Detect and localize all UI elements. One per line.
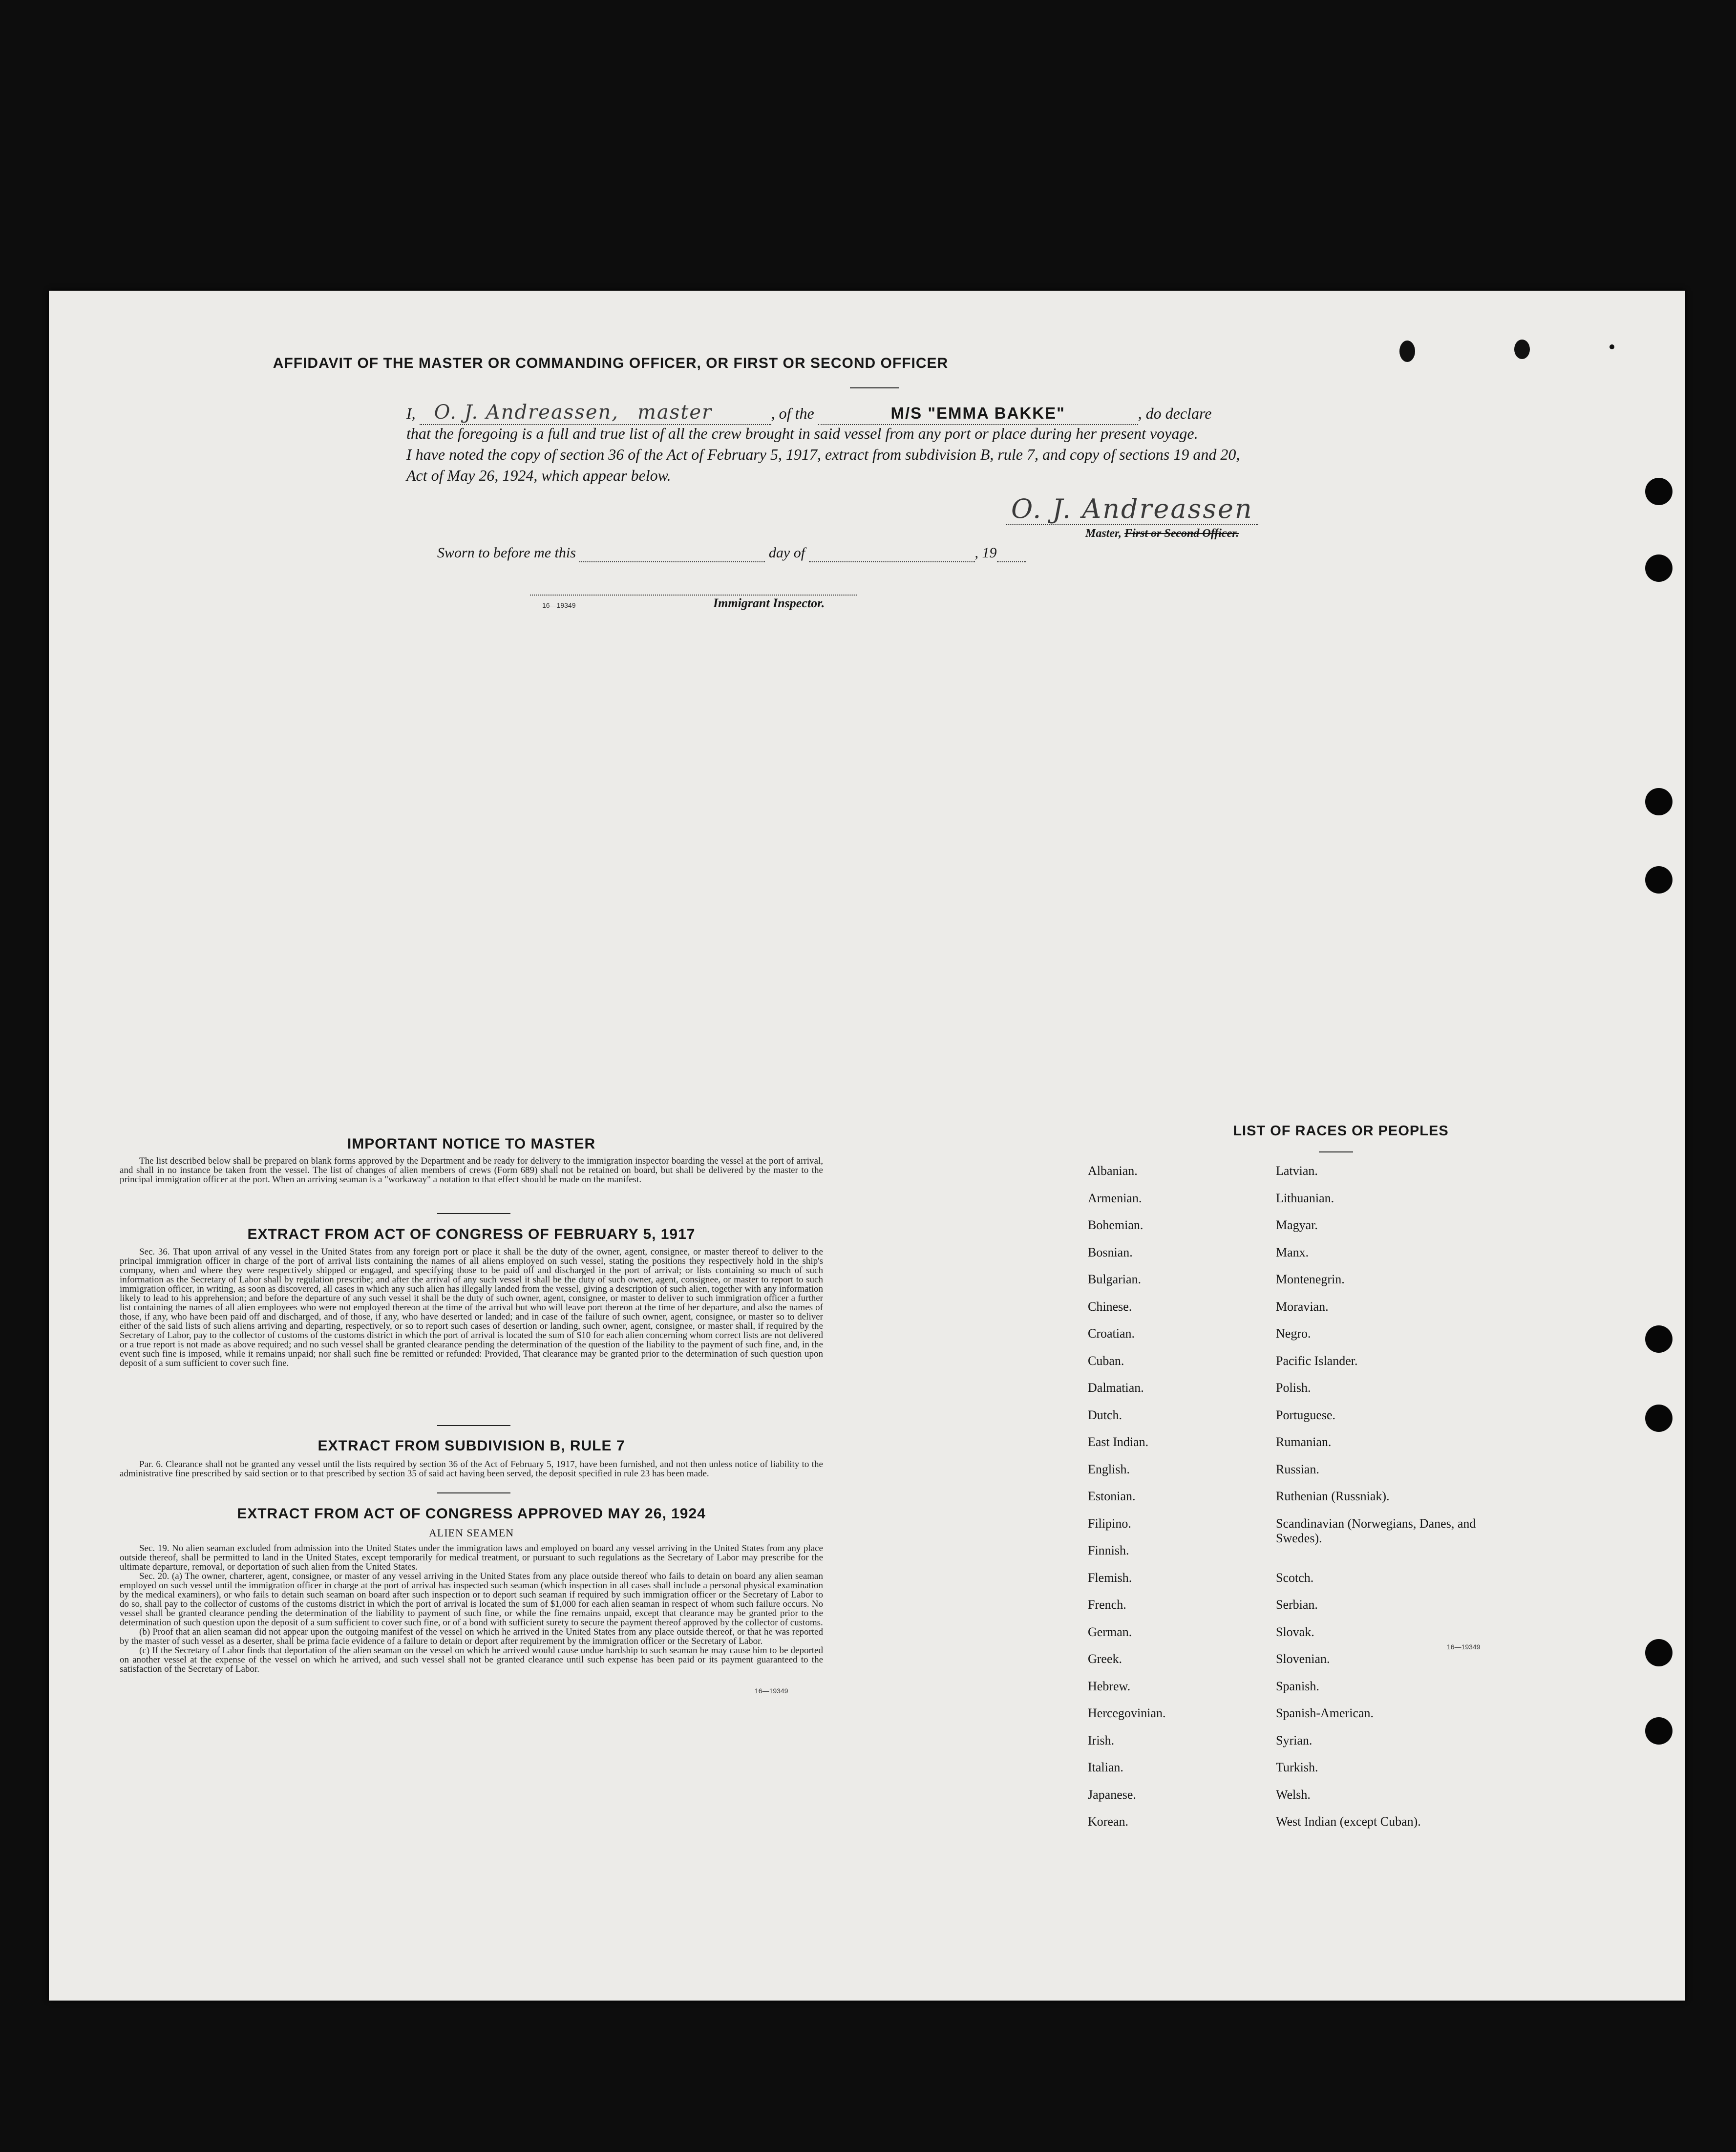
- race-item: Montenegrin.: [1276, 1272, 1345, 1286]
- act-1917-title: EXTRACT FROM ACT OF CONGRESS OF FEBRUARY 5, 1917: [247, 1226, 696, 1242]
- race-item: Croatian.: [1088, 1326, 1135, 1341]
- race-item: Polish.: [1276, 1381, 1311, 1395]
- race-item: West Indian (except Cuban).: [1276, 1814, 1421, 1829]
- punch-hole: [1645, 554, 1672, 582]
- punch-hole: [1645, 866, 1672, 894]
- act-1924-sec-20c: (c) If the Secretary of Labor finds that deportation of the alien seaman on the vessel on which he arrived would cause undue hardship to such seaman he may cause him to be deported on another vessel at the expense of the vessel on which he arrived, and such vessel shall not be granted clearance until such expense has been paid or its payment guaranteed to the satisfaction of the Secretary of Labor.: [120, 1645, 823, 1674]
- race-item: Japanese.: [1088, 1787, 1136, 1802]
- act-1924-sec-20a: Sec. 20. (a) The owner, charterer, agent, consignee, or master of any vessel arriving in the United States from any place outside thereof who fails to detain on board any alien seaman employed on such vessel until the immigration officer in charge at the port of arrival has inspected such seaman (which inspection in all cases shall include a personal physical examination by the medical examiners), or who fails to detain such seaman on board after such inspection or to deport such seaman if required by such immigration officer or the Secretary of Labor to do so, shall pay to the collector of customs of the customs district in which the port of arrival is located the sum of $1,000 for each alien seaman in respect of whom such failure occurs. No vessel shall be granted clearance pending the determination of the liability to payment of such fine, or while the fine remains unpaid, except that clearance may be granted prior to the determination of such question upon the deposit of a sum sufficient to cover such fine, or of a bond with sufficient surety to secure the payment thereof approved by the collector of customs.: [120, 1571, 823, 1628]
- affidavit-line-1: [406, 402, 1374, 423]
- race-item: Albanian.: [1088, 1164, 1138, 1178]
- punch-hole: [1645, 1717, 1672, 1745]
- race-item: Finnish.: [1088, 1543, 1129, 1557]
- important-notice-paragraph: The list described below shall be prepared on blank forms approved by the Department and be ready for delivery to the immigration inspector boarding the vessel at the port of arrival, and shall in no instance be taken from the vessel. The list of changes of alien members of crews (Form 689) shall not be retained on board, but shall be delivered by the master to the principal immigration officer at the port. When an arriving seaman is a "workaway" a notation to that effect should be made on the manifest.: [120, 1156, 823, 1185]
- master-name-field: [420, 402, 771, 425]
- race-item: Rumanian.: [1276, 1435, 1332, 1449]
- form-number-races: 16—19349: [1447, 1643, 1481, 1651]
- section-divider: [437, 1425, 510, 1426]
- race-item: Chinese.: [1088, 1299, 1132, 1314]
- title-divider: [850, 387, 899, 388]
- act-1924-sec-19: Sec. 19. No alien seaman excluded from admission into the United States under the immigration laws and employed on board any vessel arriving in the United States from any place outside thereof, shall be permitted to land in the United States, except temporarily for medical treatment, or pursuant to such regulations as the Secretary of Labor may prescribe for the ultimate departure, removal, or deportation of such alien from the United States.: [120, 1543, 823, 1572]
- race-item: Magyar.: [1276, 1218, 1318, 1232]
- form-number-notices: 16—19349: [755, 1687, 788, 1695]
- race-item: Turkish.: [1276, 1760, 1318, 1774]
- race-item: Hercegovinian.: [1088, 1706, 1166, 1720]
- race-item: Filipino.: [1088, 1516, 1131, 1531]
- race-item: Moravian.: [1276, 1299, 1329, 1314]
- race-item: French.: [1088, 1598, 1126, 1612]
- master-rank-handwritten: master: [637, 401, 713, 424]
- act-1924-title: EXTRACT FROM ACT OF CONGRESS APPROVED MAY 26, 1924: [237, 1506, 706, 1522]
- affidavit-prefix: I,: [406, 405, 416, 422]
- affidavit-line-2: that the foregoing is a full and true list of all the crew brought in said vessel from any port or place during her present voyage.: [406, 425, 1198, 442]
- race-item: German.: [1088, 1624, 1132, 1639]
- affidavit-body: [406, 402, 1374, 486]
- race-item: Spanish-American.: [1276, 1706, 1374, 1720]
- race-item: Scotch.: [1276, 1570, 1314, 1585]
- race-item: Welsh.: [1276, 1787, 1311, 1802]
- race-item: Bosnian.: [1088, 1245, 1133, 1259]
- race-item: Cuban.: [1088, 1353, 1124, 1368]
- important-notice-title: IMPORTANT NOTICE TO MASTER: [347, 1136, 596, 1152]
- race-item: Serbian.: [1276, 1598, 1318, 1612]
- race-item: Syrian.: [1276, 1733, 1313, 1747]
- act-1924-sec-20b: (b) Proof that an alien seaman did not appear upon the outgoing manifest of the vessel on which he arrived in the United States from any place outside thereof, or that he was reported by the master of such vessel as a deserter, shall be prima facie evidence of a failure to detain or deport after requirement by the immigration officer or the Secretary of Labor.: [120, 1627, 823, 1646]
- race-item: Ruthenian (Russniak).: [1276, 1489, 1390, 1503]
- form-number-top: 16—19349: [542, 601, 576, 609]
- act-1924-text: [120, 1544, 823, 1674]
- sworn-date-field: [579, 545, 765, 562]
- races-title: LIST OF RACES OR PEOPLES: [1233, 1123, 1449, 1139]
- act-1917-paragraph: Sec. 36. That upon arrival of any vessel in the United States from any foreign port or place it shall be the duty of the owner, agent, consignee, or master thereof to deliver to the principal immigration officer in charge of the port of arrival lists containing the names of all aliens employed on such vessel, stating the positions they respectively hold in the ship's company, when and where they were respectively shipped or engaged, and specifying those to be paid off and discharged in the port of arrival; or lists containing so much of such information as the Secretary of Labor shall by regulation prescribe; and after the arrival of any such vessel it shall be the duty of such owner, agent, consignee, or master to report to such immigration officer, in writing, as soon as discovered, all cases in which any such alien has illegally landed from the vessel, giving a description of such alien, together with any information likely to lead to his apprehension; and before the departure of any such vessel it shall be the duty of such owner, agent, consignee, or master to deliver to such immigration officer a further list containing the names of all alien employees who were not employed thereon at the time of the arrival but who will leave port thereon at the time of her departure, and also the names of those, if any, who have been paid off and discharged, and of those, if any, who have deserted or landed; and in case of the failure of such owner, agent, consignee, or master so to deliver either of the said lists of such aliens arriving and departing, respectively, or so to report such cases of desertion or landing, such owner, agent, consignee, or master shall, if required by the Secretary of Labor, pay to the collector of customs of the customs district in which the port of arrival is located the sum of $10 for each alien concerning whom correct lists are not delivered or a true report is not made as above required; and no such vessel shall be granted clearance pending the determination of the question of the liability to the payment of such fine, and, in the event such fine is imposed, while it remains unpaid; nor shall such fine be remitted or refunded: Provided, That clearance may be granted prior to the determination of such question upon deposit of a sum sufficient to cover such fine.: [120, 1247, 823, 1368]
- race-item: Manx.: [1276, 1245, 1309, 1259]
- sworn-day-label: day of: [768, 545, 805, 561]
- race-item: Armenian.: [1088, 1191, 1142, 1205]
- ink-smudge: [1399, 341, 1415, 362]
- master-name-handwritten: O. J. Andreassen,: [434, 401, 619, 424]
- race-item: Spanish.: [1276, 1679, 1319, 1693]
- important-notice-text: [120, 1156, 823, 1184]
- rule-7-text: [120, 1460, 823, 1478]
- race-item: English.: [1088, 1462, 1130, 1476]
- vessel-field: [818, 403, 1138, 425]
- race-item: Portuguese.: [1276, 1407, 1336, 1422]
- race-item: Irish.: [1088, 1733, 1115, 1747]
- race-item: Lithuanian.: [1276, 1191, 1334, 1205]
- ink-smudge: [1609, 344, 1614, 349]
- sworn-month-field: [809, 545, 975, 562]
- act-1924-subtitle: ALIEN SEAMEN: [429, 1527, 514, 1539]
- race-item: Flemish.: [1088, 1570, 1132, 1585]
- race-item: Bohemian.: [1088, 1218, 1143, 1232]
- punch-hole: [1645, 1405, 1672, 1432]
- vessel-name-stamp: M/S "EMMA BAKKE": [890, 404, 1065, 422]
- ink-smudge: [1514, 340, 1530, 359]
- signature-caption: [1085, 527, 1239, 540]
- sworn-prefix: Sworn to before me this: [437, 545, 576, 561]
- rule-7-paragraph: Par. 6. Clearance shall not be granted any vessel until the lists required by section 36 of the Act of February 5, 1917, have been furnished, and not then unless notice of liability to the administrative fine prescribed by said section or to that prescribed by section 35 of said act having been served, the deposit specified in rule 23 has been made.: [120, 1459, 823, 1479]
- sworn-year-label: , 19: [974, 545, 997, 561]
- document-sheet: [49, 291, 1685, 2001]
- affidavit-line-4: Act of May 26, 1924, which appear below.: [406, 467, 671, 484]
- act-1917-text: [120, 1247, 823, 1368]
- punch-hole: [1645, 478, 1672, 505]
- race-item: Hebrew.: [1088, 1679, 1131, 1693]
- race-item: East Indian.: [1088, 1435, 1149, 1449]
- section-divider: [437, 1492, 510, 1493]
- race-item: Korean.: [1088, 1814, 1129, 1829]
- sworn-year-field: [997, 545, 1026, 562]
- rule-7-title: EXTRACT FROM SUBDIVISION B, RULE 7: [318, 1438, 625, 1454]
- inspector-signature-line: [530, 595, 857, 596]
- race-item: Russian.: [1276, 1462, 1319, 1476]
- inspector-label: Immigrant Inspector.: [713, 596, 825, 610]
- race-item: Slovak.: [1276, 1624, 1314, 1639]
- race-item: Pacific Islander.: [1276, 1353, 1358, 1368]
- race-item: Latvian.: [1276, 1164, 1318, 1178]
- race-item: Slovenian.: [1276, 1652, 1330, 1666]
- race-item: Negro.: [1276, 1326, 1311, 1341]
- affidavit-line-3: I have noted the copy of section 36 of the Act of February 5, 1917, extract from subdivision B, rule 7, and copy of sections 19 and 20,: [406, 446, 1240, 463]
- race-item: Estonian.: [1088, 1489, 1136, 1503]
- declare-label: , do declare: [1138, 405, 1212, 422]
- punch-hole: [1645, 788, 1672, 815]
- sworn-line: [437, 545, 1026, 562]
- race-item: Dutch.: [1088, 1407, 1122, 1422]
- caption-struck-officer: First or Second Officer.: [1124, 527, 1239, 540]
- master-signature: O. J. Andreassen: [1006, 493, 1258, 525]
- race-item: Bulgarian.: [1088, 1272, 1142, 1286]
- punch-hole: [1645, 1639, 1672, 1666]
- punch-hole: [1645, 1325, 1672, 1353]
- races-title-divider: [1319, 1151, 1353, 1152]
- race-item: Italian.: [1088, 1760, 1123, 1774]
- section-divider: [437, 1213, 510, 1214]
- race-item: Greek.: [1088, 1652, 1122, 1666]
- of-the-label: , of the: [771, 405, 814, 422]
- caption-master: Master,: [1085, 527, 1122, 540]
- affidavit-title: AFFIDAVIT OF THE MASTER OR COMMANDING OFFICER, OR FIRST OR SECOND OFFICER: [273, 355, 949, 371]
- race-item: Scandinavian (Norwegians, Danes, and Swedes).: [1276, 1516, 1476, 1545]
- race-item: Dalmatian.: [1088, 1381, 1144, 1395]
